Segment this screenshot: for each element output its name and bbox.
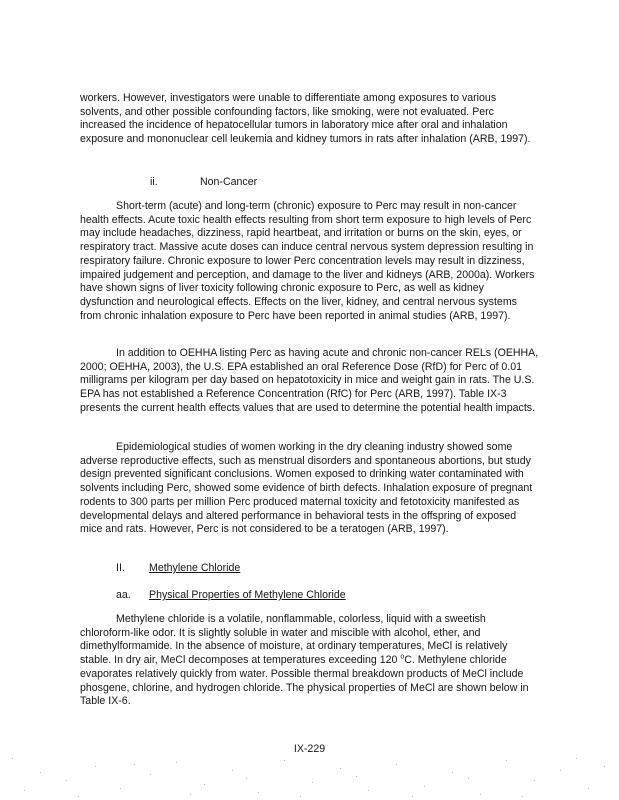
paragraph-methylene-chloride-properties — [80, 613, 540, 709]
section-title: Methylene Chloride — [149, 562, 241, 574]
mecl-text-part-1: Methylene chloride is a volatile, nonflammable, colorless, liquid with a sweetish chloroform-like odor. It is slightly soluble in water and miscible with alcohol, ether, and dimethylformamide. In the absence of moisture, at ordinary temperatures, MeCl is relatively stable. In dry air, MeCl decomposes at temperatures exceeding 120 — [80, 613, 508, 667]
section-number: II. — [116, 562, 125, 574]
subsection-number: ii. — [150, 176, 158, 188]
subsection-number-aa: aa. — [116, 589, 131, 601]
paragraph-reproductive-effects: Epidemiological studies of women working in the dry cleaning industry showed some adverse reproductive effects, such as menstrual disorders and spontaneous abortions, but study design prevented significant conclusions. Women exposed to drinking water contaminated with solvents including Perc, showed some evidence of birth defects. Inhalation exposure of pregnant rodents to 300 parts per million Perc produced maternal toxicity and fetotoxicity manifested as developmental delays and altered performance in behavioral tests in the offspring of exposed mice and rats. However, Perc is not considered to be a teratogen (ARB, 1997). — [80, 441, 533, 536]
scan-noise — [0, 700, 619, 800]
degree-superscript: o — [400, 653, 405, 661]
paragraph-non-cancer-effects: Short-term (acute) and long-term (chronic) exposure to Perc may result in non-cancer health effects. Acute toxic health effects resulting from short term exposure to high levels of Perc may include headaches, dizziness, rapid heartbeat, and irritation or burns on the skin, eyes, or respiratory tract. Massive acute doses can induce central nervous system depression resulting in respiratory failure. Chronic exposure to lower Perc concentration levels may result in dizziness, impaired judgement and perception, and damage to the liver and kidneys (ARB, 2000a). Workers have shown signs of liver toxicity following chronic exposure to Perc, as well as kidney dysfunction and neurological effects. Effects on the liver, kidney, and central nervous systems from chronic inhalation exposure to Perc have been reported in animal studies (ARB, 1997). — [80, 200, 535, 322]
page-number: IX-229 — [293, 743, 326, 755]
paragraph-reference-dose: In addition to OEHHA listing Perc as having acute and chronic non-cancer RELs (OEHHA, 2000; OEHHA, 2003), the U.S. EPA established an oral Reference Dose (RfD) for Perc of 0.01 milligrams per kilogram per day based on hepatotoxicity in mice and weight gain in rats. The U.S. EPA has not established a Reference Concentration (RfC) for Perc (ARB, 1997). Table IX-3 presents the current health effects values that are used to determine the potential health impacts. — [80, 347, 539, 414]
paragraph-carcinogenicity-continued: workers. However, investigators were unable to differentiate among exposures to various solvents, and other possible confounding factors, like smoking, were not evaluated. Perc increased the incidence of hepatocellular tumors in laboratory mice after oral and inhalation exposure and mononuclear cell leukemia and kidney tumors in rats after inhalation (ARB, 1997). — [80, 92, 531, 146]
subsection-title: Non-Cancer — [200, 176, 258, 188]
subsection-title-physical-properties: Physical Properties of Methylene Chloride — [149, 589, 346, 601]
mecl-text-part-2: C. Methylene chloride evaporates relatively quickly from water. Possible thermal breakdown products of MeCl include phosgene, chlorine, and hydrogen chloride. The physical properties of MeCl are shown below in Table IX-6. — [80, 654, 529, 708]
